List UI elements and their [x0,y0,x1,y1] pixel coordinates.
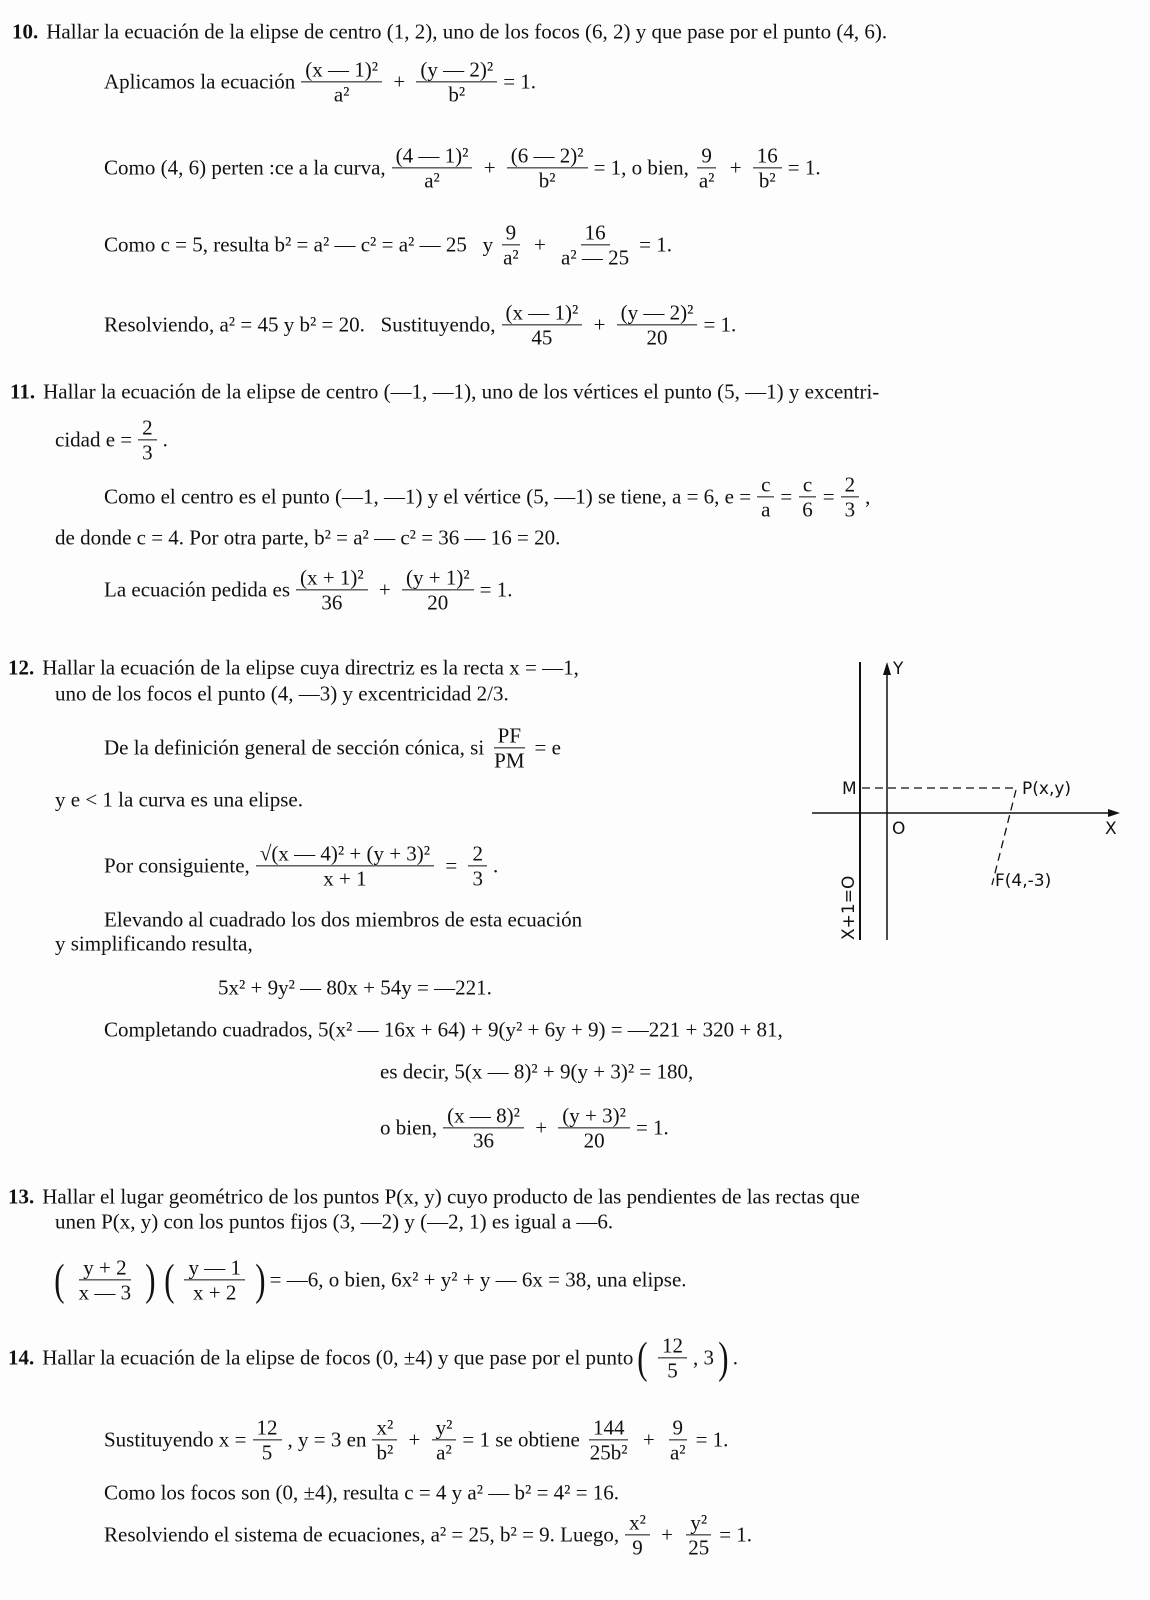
origin-label: O [892,819,906,839]
fraction [392,143,473,192]
text: Resolviendo, a² = 45 y b² = 20. Sustituyendo, [104,312,496,337]
numerator: PF [494,723,525,748]
text: 5x² + 9y² — 80x + 54y = —221. [218,975,492,1000]
fraction [296,565,368,614]
fraction [757,472,774,521]
y-axis-label: Y [893,659,904,679]
p12-line1 [104,723,561,772]
text: . [162,427,168,452]
p14-line1: Sustituyendo x = $\frac{12}{5}$ , y = 3 en $\frac{\text{x²}}{\text{b²}}$ + $\frac{\text{y²}}{\text{a²}}$ = 1 se obtiene $\frac{144}{\text{25b²}}$ + $\frac{9}{\text{a²}}$ = 1. [104,1415,729,1465]
p10-line3: Como c = 5, resulta b² = a² — c² = a² — 25 y $\frac{9}{\text{a²}}$ + $\frac{16}{\text{a² — 25}}$ = 1. [104,220,673,270]
denominator: 9 [632,1535,643,1560]
text: cidad e = [55,427,133,452]
problem-number: 11. [10,379,36,404]
text: = e [534,735,561,760]
denominator: 20 [583,1128,605,1153]
text: de donde c = 4. Por otra parte, b² = a² — c² = 36 — 16 = 20. [55,525,561,550]
text: Completando cuadrados, 5(x² — 16x + 64) + 9(y² + 6y + 9) = —221 + 320 + 81, [104,1017,783,1042]
numerator: (6 — 2)² [507,143,588,168]
y-axis-arrow [883,662,891,675]
fraction [557,220,633,269]
problem-text: Hallar el lugar geométrico de los puntos P(x, y) cuyo producto de las pendientes de las rectas que [42,1184,860,1209]
text: Elevando al cuadrado los dos miembros de esta ecuación [104,907,583,932]
text: = 1. [695,1427,729,1452]
problem-11-title [10,380,879,405]
denominator: 45 [531,325,553,350]
numerator: 9 [502,220,521,245]
numerator: (y + 3)² [558,1103,630,1128]
fraction [402,565,474,614]
denominator: b² [376,1440,394,1465]
numerator: x² [625,1510,650,1535]
fraction [753,143,782,192]
denominator: 5 [261,1440,273,1465]
point-m-label: M [842,779,857,799]
paren: ) [255,1255,266,1304]
problem-text: Hallar la ecuación de la elipse de centro (—1, —1), uno de los vértices el punto (5, —1) y excentri- [43,379,880,404]
p10-line2: Como (4, 6) perten :ce a la curva, $\frac{\text{(4 — 1)²}}{\text{a²}}$ + $\frac{\text{(6 — 2)²}}{\text{b²}}$ = 1, o bien, $\frac{9}{\text{a²}}$ + $\frac{16}{\text{b²}}$ = 1. [104,143,821,193]
text: , 3 [693,1345,715,1370]
p14-line3: Resolviendo el sistema de ecuaciones, a² = 25, b² = 9. Luego, $\frac{\text{x²}}{9}$ + $\frac{\text{y²}}{25}$ = 1. [104,1510,753,1560]
numerator: 9 [669,1415,688,1440]
p10-line4: Resolviendo, a² = 45 y b² = 20. Sustituyendo, $\frac{\text{(x — 1)²}}{45}$ + $\frac{\text{(y — 2)²}}{20}$ = 1. [104,300,737,350]
text: = 1. [503,69,537,94]
denominator: 20 [427,590,449,615]
numerator: y² [686,1510,711,1535]
problem-text: uno de los focos el punto (4, —3) y excentricidad 2/3. [55,681,509,706]
denominator: b² [448,82,466,107]
problem-text: unen P(x, y) con los puntos fijos (3, —2) y (—2, 1) es igual a —6. [55,1209,614,1234]
numerator: y² [432,1415,457,1440]
paren: ( [54,1255,65,1304]
numerator: (y + 1)² [402,565,474,590]
p13-equation [50,1255,687,1304]
text: Como los focos son (0, ±4), resulta c = 4 y a² — b² = 4² = 16. [104,1480,620,1505]
x-axis-label: X [1105,819,1117,839]
text: y e < 1 la curva es una elipse. [55,787,304,812]
denominator: 5 [667,1358,678,1383]
numerator: y + 2 [79,1255,130,1280]
numerator: (x + 1)² [296,565,368,590]
denominator: 3 [472,866,483,891]
directrix-label: X+1=O [839,875,859,940]
numerator: (x — 1)² [301,57,382,82]
numerator: 12 [253,1415,282,1440]
text: De la definición general de sección cónica, si [104,735,485,760]
numerator: 12 [658,1333,687,1358]
p12-line8: o bien, $\frac{\text{(x — 8)²}}{36}$ + $\frac{\text{(y + 3)²}}{20}$ = 1. [380,1103,669,1153]
denominator: 3 [844,497,856,522]
point-p-label: P(x,y) [1022,779,1072,799]
text: = 1. [639,232,673,257]
numerator: x² [372,1415,397,1440]
fraction [684,1510,713,1559]
denominator: PM [494,748,525,773]
denominator: a² [503,245,519,270]
fraction [416,57,497,106]
problem-number: 10. [12,19,39,44]
denominator: 25b² [589,1440,628,1465]
fraction [625,1510,650,1559]
fraction [443,1103,524,1152]
fraction [184,1255,245,1304]
text: = 1, o bien, [593,155,689,180]
text: Por consiguiente, [104,853,250,878]
p14-line2 [104,1481,619,1506]
numerator: (y — 2)² [416,57,497,82]
p12-line3: Por consiguiente, $\frac{\text{√(x — 4)² + (y + 3)²}}{x + 1}$ = $\frac{2}{3}$ . [104,841,499,891]
text: o bien, [380,1115,438,1140]
text: Como (4, 6) perten :ce a la curva, [104,155,386,180]
p12-equation [218,976,492,1001]
problem-text: Hallar la ecuación de la elipse de centro (1, 2), uno de los focos (6, 2) y que pase por el punto (4, 6). [46,19,888,44]
numerator: 2 [138,415,157,440]
text: es decir, 5(x — 8)² + 9(y + 3)² = 180, [380,1059,694,1084]
denominator: 36 [473,1128,495,1153]
p11-line1 [55,415,168,464]
p10-line1: Aplicamos la ecuación $\frac{\text{(x — 1)²}}{\text{a²}}$ + $\frac{\text{(y — 2)²}}{\text{b²}}$ = 1. [104,57,537,107]
fraction [490,723,528,772]
paren: ) [718,1333,729,1382]
denominator: 3 [142,440,153,465]
p12-line2 [55,788,303,813]
fraction [253,1415,282,1464]
fraction [558,1103,630,1152]
text: = 1. [787,155,821,180]
denominator: 25 [688,1535,710,1560]
numerator: (y — 2)² [617,300,698,325]
fraction [301,57,382,106]
fraction [138,415,157,464]
numerator: 2 [841,472,860,497]
numerator: c [799,472,816,497]
numerator: y — 1 [184,1255,245,1280]
numerator: 16 [753,143,782,168]
text: = 1. [635,1115,669,1140]
denominator: x + 2 [193,1280,237,1305]
numerator: (4 — 1)² [392,143,473,168]
numerator: (x — 8)² [443,1103,524,1128]
p12-line7 [380,1060,693,1085]
p12-line6 [104,1018,783,1043]
numerator: 2 [468,841,487,866]
text: = —6, o bien, 6x² + y² + y — 6x = 38, una elipse. [269,1267,687,1292]
ellipse-directrix-diagram [790,640,1120,950]
denominator: x + 1 [323,866,367,891]
fraction [617,300,698,349]
numerator: 144 [589,1415,629,1440]
fraction [586,1415,632,1464]
text: Como el centro es el punto (—1, —1) y el vértice (5, —1) se tiene, a = 6, e = [104,484,752,509]
problem-text: Hallar la ecuación de la elipse de focos (0, ±4) y que pase por el punto [42,1345,634,1370]
p11-line3 [55,526,560,551]
problem-number: 13. [8,1184,35,1209]
text: La ecuación pedida es [104,577,290,602]
fraction [666,1415,690,1464]
problem-12-title-line2 [55,682,509,707]
fraction [372,1415,397,1464]
fraction [841,472,860,521]
fraction [468,841,487,890]
text: = 1. [719,1522,753,1547]
denominator: 36 [321,590,343,615]
fraction [695,143,719,192]
fraction [798,472,817,521]
fraction [432,1415,457,1464]
problem-number: 12. [8,655,35,680]
problem-14-title: 14. Hallar la ecuación de la elipse de focos (0, ±4) y que pase por el punto ( $\frac{12}{5}$ , 3 ) . [8,1333,738,1383]
denominator: b² [758,168,776,193]
p11-line4: La ecuación pedida es $\frac{\text{(x + 1)²}}{36}$ + $\frac{\text{(y + 1)²}}{20}$ = 1. [104,565,513,615]
text: , y = 3 en [287,1427,367,1452]
problem-number: 14. [8,1345,35,1370]
text: Como c = 5, resulta b² = a² — c² = a² — 25 y [104,232,494,257]
p11-line2: Como el centro es el punto (—1, —1) y el vértice (5, —1) se tiene, a = 6, e = $\frac{c}{a}$ = $\frac{c}{6}$ = $\frac{2}{3}$ , [104,472,871,522]
fraction [256,841,434,890]
denominator: 20 [646,325,668,350]
numerator: 9 [697,143,716,168]
paren: ) [145,1255,156,1304]
paren: ( [164,1255,175,1304]
denominator: b² [538,168,556,193]
p12-line4b [55,932,253,957]
numerator: 16 [581,220,610,245]
fraction [507,143,588,192]
fraction [75,1255,136,1304]
denominator: a² [698,168,715,193]
fraction [502,300,583,349]
problem-13-title-line2 [55,1210,613,1235]
text: = 1. [479,577,513,602]
denominator: x — 3 [78,1280,132,1305]
text: Sustituyendo x = [104,1427,247,1452]
text: y simplificando resulta, [55,931,253,956]
numerator: (x — 1)² [502,300,583,325]
paren: ( [637,1333,648,1382]
focus-label: F(4,-3) [995,871,1052,891]
text: Resolviendo el sistema de ecuaciones, a² = 25, b² = 9. Luego, [104,1522,620,1547]
denominator: a² [333,82,350,107]
text: = 1. [703,312,737,337]
denominator: 6 [802,497,813,522]
problem-10-title [12,20,887,45]
problem-12-title [8,656,579,681]
denominator: a² [436,1440,452,1465]
p12-line4a [104,908,582,933]
text: = 1 se obtiene [462,1427,580,1452]
denominator: a² [424,168,440,193]
numerator: c [757,472,774,497]
problem-13-title [8,1185,860,1210]
problem-text: Hallar la ecuación de la elipse cuya directriz es la recta x = —1, [42,655,579,680]
fraction [499,220,523,269]
x-axis-arrow [1108,809,1120,817]
denominator: a² — 25 [561,245,630,270]
text: Aplicamos la ecuación [104,69,296,94]
numerator: √(x — 4)² + (y + 3)² [256,841,434,866]
fraction [658,1333,687,1382]
denominator: a² [669,1440,686,1465]
denominator: a [761,497,771,522]
